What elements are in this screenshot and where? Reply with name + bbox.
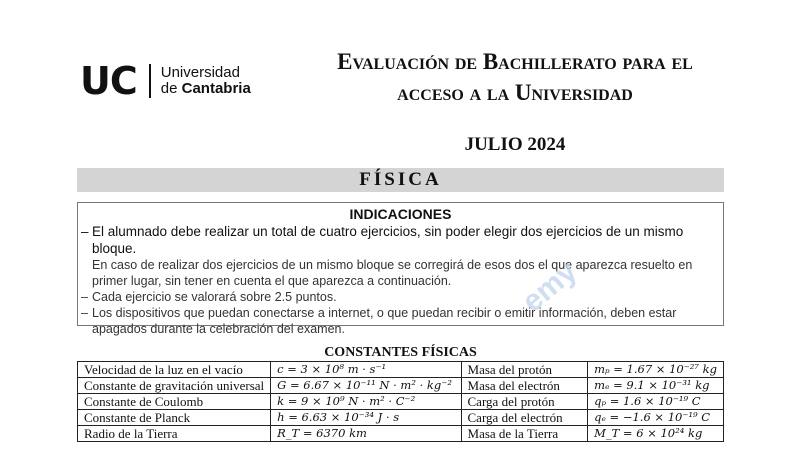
logo-line1: Universidad	[160, 64, 240, 81]
indication-item	[78, 305, 723, 337]
constant-value: k = 9 × 10⁹ N · m² · C⁻²	[271, 394, 461, 410]
indications-title: INDICACIONES	[349, 206, 452, 222]
constant-name: Constante de gravitación universal	[78, 378, 271, 394]
table-row	[78, 410, 724, 426]
table-row	[78, 394, 724, 410]
indication-text: El alumnado debe realizar un total de cuatro ejercicios, sin poder elegir dos ejercicios de un mismo bloque.	[92, 224, 684, 256]
constant-name: Radio de la Tierra	[78, 426, 271, 442]
table-row	[78, 378, 724, 394]
logo-line2-prefix: de	[160, 80, 182, 97]
constant-value: h = 6.63 × 10⁻³⁴ J · s	[271, 410, 461, 426]
constant-name: Constante de Planck	[78, 410, 271, 426]
indication-dash: –	[81, 224, 89, 239]
constant-name: Masa del protón	[461, 362, 588, 378]
constant-value: R_T = 6370 km	[271, 426, 461, 442]
constants-table	[77, 361, 724, 442]
constant-value: M_T = 6 × 10²⁴ kg	[588, 426, 724, 442]
constant-value: G = 6.67 × 10⁻¹¹ N · m² · kg⁻²	[271, 378, 461, 394]
indication-text: Los dispositivos que puedan conectarse a internet, o que puedan recibir o emitir información, deben estar apagados durante la celebración del examen.	[92, 306, 677, 336]
constant-name: Masa del electrón	[461, 378, 588, 394]
indication-item	[78, 257, 723, 289]
indication-item	[78, 223, 723, 257]
constant-value: qₚ = 1.6 × 10⁻¹⁹ C	[588, 394, 724, 410]
constant-name: Velocidad de la luz en el vacío	[78, 362, 271, 378]
indication-item	[78, 289, 723, 305]
indication-text: En caso de realizar dos ejercicios de un mismo bloque se corregirá de esos dos el que aparezca resuelto en primer lugar, sin tener en cuenta el que aparezca a continuación.	[92, 258, 693, 288]
indication-dash: –	[81, 290, 88, 304]
university-logo	[80, 59, 251, 103]
logo-separator	[149, 64, 151, 98]
table-row	[78, 362, 724, 378]
constant-name: Carga del electrón	[461, 410, 588, 426]
subject-banner: FÍSICA	[77, 168, 724, 192]
constant-value: mₚ = 1.67 × 10⁻²⁷ kg	[588, 362, 724, 378]
indication-dash: –	[81, 306, 88, 320]
indication-text: Cada ejercicio se valorará sobre 2.5 puntos.	[92, 290, 337, 304]
exam-title-line2: acceso a la Universidad	[397, 80, 633, 105]
constant-value: qₑ = −1.6 × 10⁻¹⁹ C	[588, 410, 724, 426]
constants-title: CONSTANTES FÍSICAS	[324, 345, 477, 360]
watermark: emy	[516, 254, 584, 319]
constant-name: Constante de Coulomb	[78, 394, 271, 410]
table-row	[78, 426, 724, 442]
exam-title-line1: Evaluación de Bachillerato para el	[337, 49, 693, 74]
logo-line2-bold: Cantabria	[181, 80, 251, 97]
constant-name: Masa de la Tierra	[461, 426, 588, 442]
logo-line2	[161, 81, 251, 97]
indications-box	[77, 202, 724, 336]
constant-value: c = 3 × 10⁸ m · s⁻¹	[271, 362, 461, 378]
constant-name: Carga del protón	[461, 394, 588, 410]
constant-value: mₑ = 9.1 × 10⁻³¹ kg	[588, 378, 724, 394]
exam-title	[300, 46, 730, 108]
logo-text	[161, 65, 251, 97]
logo-mark: UC	[80, 59, 137, 103]
exam-date: JULIO 2024	[464, 134, 566, 155]
